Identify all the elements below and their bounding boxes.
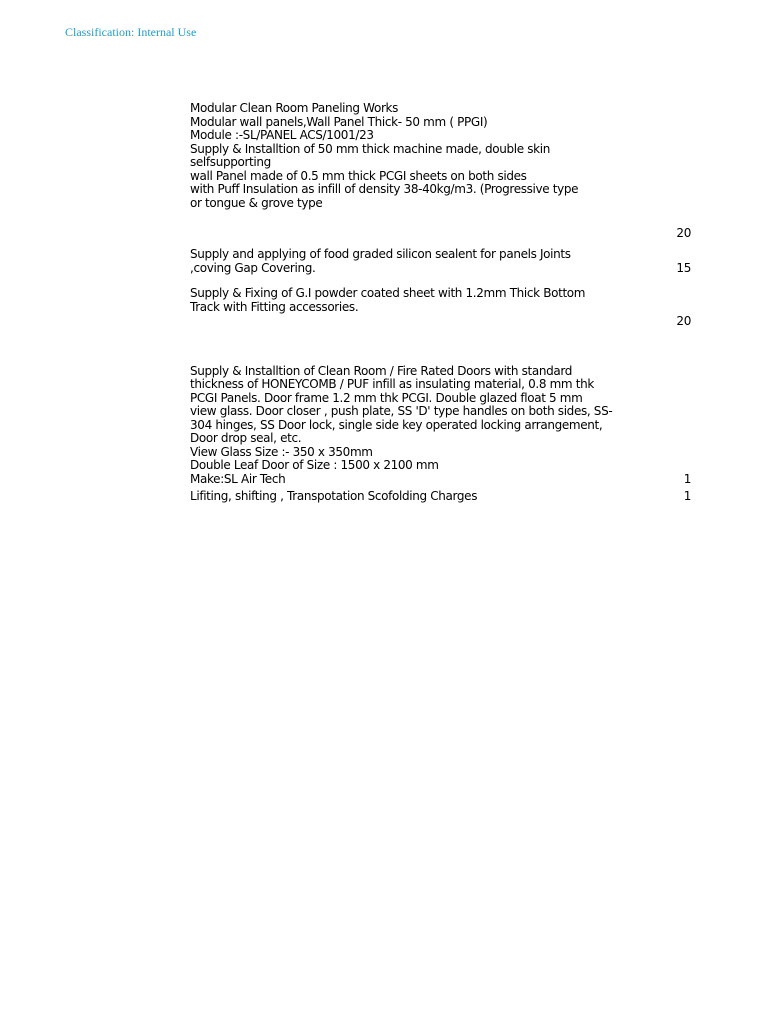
item-description-line: or tongue & grove type [190,196,323,210]
item-description-line: with Puff Insulation as infill of density 38-40kg/m3. (Progressive type [190,182,579,196]
item-description-line: Track with Fitting accessories. [190,300,359,314]
item-description-line: selfsupporting [190,155,271,169]
item-description-line: 304 hinges, SS Door lock, single side key operated locking arrangement, [190,418,603,432]
item-description-line: Modular Clean Room Paneling Works [190,101,399,115]
item-description-line: wall Panel made of 0.5 mm thick PCGI sheets on both sides [190,169,527,183]
item-quantity: 20 [676,226,691,240]
item-description-line: Supply & Fixing of G.I powder coated sheet with 1.2mm Thick Bottom [190,286,586,300]
item-description-line: Double Leaf Door of Size : 1500 x 2100 mm [190,458,439,472]
item-quantity: 1 [683,489,691,503]
classification-label: Classification: Internal Use [65,25,197,39]
item-description-line: ,coving Gap Covering. [190,261,316,275]
item-description-line: Supply and applying of food graded silicon sealent for panels Joints [190,247,571,261]
item-description-line: Door drop seal, etc. [190,431,302,445]
item-description-line: Make:SL Air Tech [190,472,286,486]
item-description-line: view glass. Door closer , push plate, SS 'D' type handles on both sides, SS- [190,404,613,418]
item-description-line: Supply & Installtion of 50 mm thick machine made, double skin [190,142,551,156]
item-description-line: Supply & Installtion of Clean Room / Fire Rated Doors with standard [190,364,573,378]
item-quantity: 1 [683,472,691,486]
item-quantity: 20 [676,314,691,328]
item-description-line: PCGI Panels. Door frame 1.2 mm thk PCGI. Double glazed float 5 mm [190,391,583,405]
item-description-line: Lifiting, shifting , Transpotation Scofolding Charges [190,489,478,503]
item-description-line: Module :-SL/PANEL ACS/1001/23 [190,128,374,142]
item-description-line: View Glass Size :- 350 x 350mm [190,445,373,459]
item-description-line: thickness of HONEYCOMB / PUF infill as insulating material, 0.8 mm thk [190,377,594,391]
item-quantity: 15 [676,261,691,275]
item-description-line: Modular wall panels,Wall Panel Thick- 50 mm ( PPGI) [190,115,488,129]
